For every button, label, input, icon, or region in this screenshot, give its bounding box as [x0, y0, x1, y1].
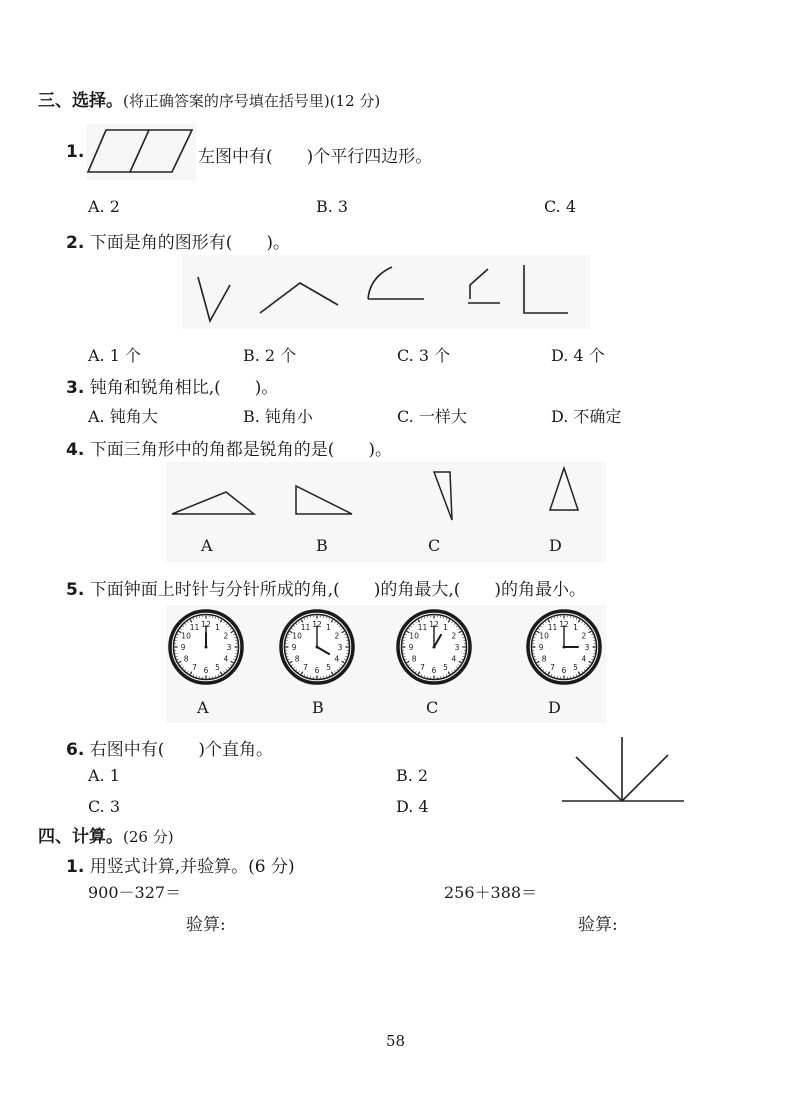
q1-option-c: C. 4: [544, 197, 577, 216]
q2-option-d: D. 4 个: [551, 346, 605, 365]
q5-clock-b: [279, 609, 355, 685]
section-3-label: 三、选择。: [38, 91, 123, 111]
clock-number: 4: [334, 654, 340, 664]
q2-angle-figures: [182, 255, 590, 329]
q2-text: 下面是角的图形有( )。: [89, 233, 290, 253]
q1-option-a: A. 2: [88, 197, 120, 216]
q6-number: 6.: [66, 740, 85, 760]
q1-parallelogram-figure: [86, 124, 196, 180]
q2-option-c: C. 3 个: [397, 346, 451, 365]
clock-number: 3: [337, 643, 343, 652]
s4-check-label-2: 验算:: [578, 915, 618, 935]
clock-number: 5: [326, 662, 331, 672]
clock-number: 6: [561, 666, 567, 675]
clock-number: 12: [559, 620, 569, 629]
q3-option-c: C. 一样大: [397, 407, 467, 426]
q6-text: 右图中有( )个直角。: [89, 740, 273, 760]
q3-question: [66, 373, 278, 398]
q5-text: 下面钟面上时针与分针所成的角,( )的角最大,( )的角最小。: [89, 580, 587, 600]
clock-number: 11: [300, 623, 311, 633]
clock-number: 4: [581, 654, 587, 664]
q5-question: [66, 575, 586, 600]
section-4-title: [38, 822, 174, 847]
clock-number: 9: [180, 643, 186, 652]
q4-question: [66, 435, 392, 460]
section-4-note: (26 分): [123, 828, 174, 846]
clock-number: 6: [314, 666, 320, 675]
q2-option-a: A. 1 个: [88, 346, 141, 365]
clock-number: 4: [223, 654, 229, 664]
q4-label-b: B: [316, 536, 328, 555]
q5-clock-c: [396, 609, 472, 685]
clock-number: 6: [431, 666, 437, 675]
clock-number: 10: [409, 631, 419, 641]
clock-number: 2: [451, 631, 457, 641]
s4-expression-1: 900－327＝: [88, 883, 182, 902]
clock-number: 1: [326, 623, 331, 633]
clock-number: 1: [215, 623, 220, 633]
clock-number: 7: [550, 662, 555, 672]
clock-number: 8: [411, 654, 417, 664]
clock-number: 4: [451, 654, 457, 664]
clock-number: 5: [215, 662, 220, 672]
q6-option-c: C. 3: [88, 797, 121, 816]
q6-right-angle-figure: [560, 735, 686, 805]
page-number: 58: [386, 1032, 406, 1050]
clock-center: [433, 646, 436, 649]
q4-number: 4.: [66, 440, 85, 460]
q6-option-a: A. 1: [88, 766, 120, 785]
q4-label-d: D: [549, 536, 562, 555]
q3-number: 3.: [66, 378, 85, 398]
clock-number: 2: [581, 631, 587, 641]
clock-number: 7: [303, 662, 308, 672]
q2-number: 2.: [66, 233, 85, 253]
clock-number: 3: [454, 643, 460, 652]
clock-number: 9: [538, 643, 544, 652]
q1-number: 1.: [66, 142, 85, 162]
clock-number: 5: [443, 662, 448, 672]
clock-number: 12: [429, 620, 439, 629]
clock-number: 8: [541, 654, 547, 664]
q1-text: 左图中有( )个平行四边形。: [198, 147, 433, 167]
clock-number: 1: [443, 623, 448, 633]
s4-check-label-1: 验算:: [186, 915, 226, 935]
s4-q1-question: [66, 852, 295, 877]
q3-option-b: B. 钝角小: [243, 407, 313, 426]
clock-number: 2: [334, 631, 340, 641]
clock-number: 8: [294, 654, 300, 664]
q3-option-a: A. 钝角大: [88, 407, 158, 426]
q6-option-b: B. 2: [396, 766, 429, 785]
clock-number: 10: [181, 631, 191, 641]
q6-option-d: D. 4: [396, 797, 429, 816]
clock-number: 12: [201, 620, 211, 629]
q4-label-c: C: [428, 536, 441, 555]
q2-option-b: B. 2 个: [243, 346, 297, 365]
q5-label-a: A: [197, 698, 209, 717]
s4-q1-number: 1.: [66, 857, 85, 877]
clock-center: [316, 646, 319, 649]
q1-option-b: B. 3: [316, 197, 349, 216]
clock-number: 7: [420, 662, 425, 672]
q4-triangle-figures: [166, 462, 606, 562]
clock-number: 3: [584, 643, 590, 652]
clock-number: 2: [223, 631, 229, 641]
clock-number: 7: [192, 662, 197, 672]
q3-option-d: D. 不确定: [551, 407, 622, 426]
clock-number: 12: [312, 620, 322, 629]
s4-q1-text: 用竖式计算,并验算。(6 分): [89, 857, 295, 877]
clock-number: 6: [203, 666, 209, 675]
clock-number: 1: [573, 623, 578, 633]
clock-number: 5: [573, 662, 578, 672]
q4-label-a: A: [201, 536, 213, 555]
section-4-label: 四、计算。: [38, 827, 123, 847]
q4-text: 下面三角形中的角都是锐角的是( )。: [89, 440, 392, 460]
q2-question: [66, 228, 290, 253]
clock-number: 11: [417, 623, 428, 633]
q5-number: 5.: [66, 580, 85, 600]
q5-label-c: C: [426, 698, 439, 717]
q5-label-d: D: [548, 698, 561, 717]
clock-center: [563, 646, 566, 649]
q6-question: [66, 735, 273, 760]
clock-number: 8: [183, 654, 189, 664]
section-3-title: [38, 86, 380, 111]
section-3-note: (将正确答案的序号填在括号里)(12 分): [123, 92, 381, 110]
clock-number: 10: [539, 631, 549, 641]
clock-center: [205, 646, 208, 649]
clock-number: 10: [292, 631, 302, 641]
q3-text: 钝角和锐角相比,( )。: [89, 378, 279, 398]
clock-number: 9: [291, 643, 297, 652]
clock-number: 11: [547, 623, 558, 633]
clock-number: 11: [189, 623, 200, 633]
q5-label-b: B: [312, 698, 324, 717]
q5-clock-d: [526, 609, 602, 685]
clock-number: 9: [408, 643, 414, 652]
clock-number: 3: [226, 643, 232, 652]
q5-clock-a: [168, 609, 244, 685]
s4-expression-2: 256＋388＝: [444, 883, 538, 902]
